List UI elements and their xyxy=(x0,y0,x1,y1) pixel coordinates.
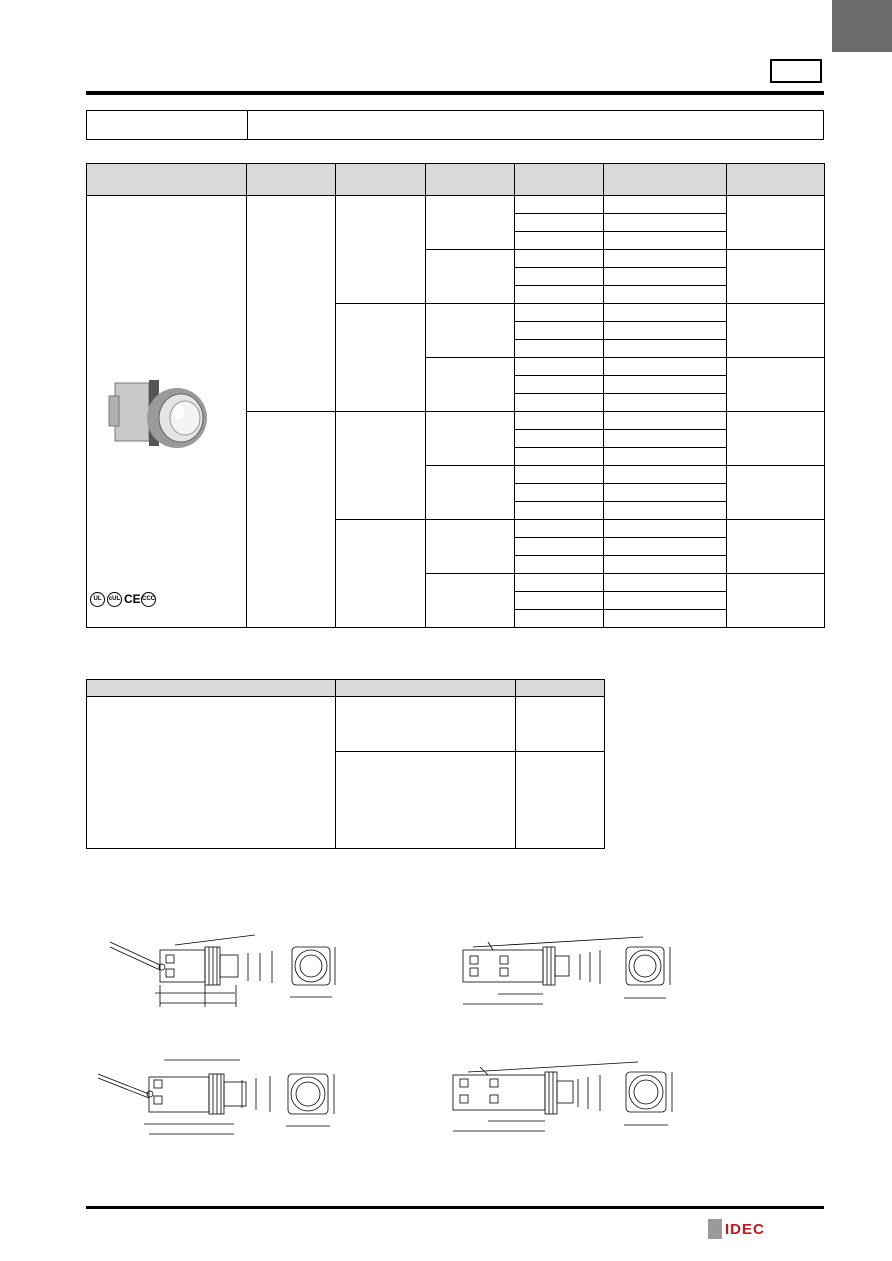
table-cell xyxy=(604,610,727,628)
table-cell xyxy=(515,448,604,466)
table-cell xyxy=(515,394,604,412)
table-row xyxy=(87,196,825,214)
table-cell xyxy=(727,196,825,250)
table-cell xyxy=(426,358,515,412)
table-cell xyxy=(515,214,604,232)
table-cell xyxy=(515,304,604,322)
table-cell xyxy=(515,412,604,430)
section-tab xyxy=(832,0,892,52)
table-cell xyxy=(604,196,727,214)
ccc-icon: CCC xyxy=(141,592,156,607)
table-cell xyxy=(604,358,727,376)
table-cell xyxy=(604,520,727,538)
logo-bar-icon xyxy=(708,1219,722,1239)
table-cell xyxy=(604,304,727,322)
table-cell xyxy=(87,697,336,849)
column-header xyxy=(336,680,516,697)
page-number-box xyxy=(770,59,822,83)
table-cell xyxy=(515,250,604,268)
table-cell xyxy=(515,232,604,250)
table-cell xyxy=(515,268,604,286)
column-header xyxy=(247,164,336,196)
logo-text: IDEC xyxy=(725,1220,765,1238)
table-cell xyxy=(604,232,727,250)
table-cell xyxy=(336,412,426,520)
table-cell xyxy=(515,376,604,394)
brand-logo xyxy=(708,1219,765,1239)
table-cell xyxy=(426,520,515,574)
table-cell xyxy=(515,592,604,610)
table-header-row xyxy=(87,680,605,697)
table-cell xyxy=(426,196,515,250)
table-cell xyxy=(515,358,604,376)
table-cell xyxy=(604,214,727,232)
table-cell xyxy=(336,697,516,752)
column-header xyxy=(426,164,515,196)
table-cell xyxy=(604,250,727,268)
table-cell xyxy=(604,340,727,358)
footer-rule xyxy=(86,1206,824,1209)
table-cell xyxy=(727,520,825,574)
product-photo-cell xyxy=(87,196,247,628)
table-cell xyxy=(515,484,604,502)
table-cell xyxy=(426,304,515,358)
table-cell xyxy=(336,752,516,849)
table-cell xyxy=(336,304,426,412)
table-cell xyxy=(426,412,515,466)
ce-icon: CE xyxy=(124,592,141,606)
table-cell xyxy=(516,697,605,752)
table-cell xyxy=(515,610,604,628)
table-cell xyxy=(604,394,727,412)
series-title-divider xyxy=(247,111,248,139)
column-header xyxy=(516,680,605,697)
drawing-top-left xyxy=(100,925,360,1010)
table-cell xyxy=(727,304,825,358)
table-cell xyxy=(515,538,604,556)
table-cell xyxy=(426,250,515,304)
drawing-top-right xyxy=(458,932,698,1012)
ul-icon: UL xyxy=(90,592,105,607)
table-cell xyxy=(515,556,604,574)
table-cell xyxy=(604,502,727,520)
table-cell xyxy=(727,358,825,412)
c-ul-icon: cUL xyxy=(107,592,122,607)
column-header xyxy=(515,164,604,196)
pushbutton-photo xyxy=(105,368,225,458)
table-row xyxy=(87,697,605,752)
table-cell xyxy=(604,286,727,304)
package-table xyxy=(86,679,605,849)
column-header xyxy=(727,164,825,196)
column-header xyxy=(336,164,426,196)
table-cell xyxy=(515,286,604,304)
table-cell xyxy=(515,340,604,358)
table-cell xyxy=(515,466,604,484)
table-cell xyxy=(515,196,604,214)
table-cell xyxy=(604,268,727,286)
table-cell xyxy=(426,466,515,520)
table-cell xyxy=(426,574,515,628)
column-header xyxy=(87,164,247,196)
table-cell xyxy=(604,412,727,430)
table-cell xyxy=(604,430,727,448)
table-cell xyxy=(247,412,336,628)
table-cell xyxy=(604,538,727,556)
table-cell xyxy=(604,592,727,610)
table-cell xyxy=(336,520,426,628)
table-cell xyxy=(515,520,604,538)
column-header xyxy=(604,164,727,196)
table-cell xyxy=(515,430,604,448)
certification-marks xyxy=(90,592,156,607)
table-cell xyxy=(727,250,825,304)
table-cell xyxy=(604,574,727,592)
drawing-bottom-right xyxy=(448,1057,698,1137)
table-cell xyxy=(515,322,604,340)
table-cell xyxy=(727,574,825,628)
table-cell xyxy=(515,574,604,592)
table-cell xyxy=(604,322,727,340)
table-cell xyxy=(727,412,825,466)
series-title-box xyxy=(86,110,824,140)
table-header-row xyxy=(87,164,825,196)
table-cell xyxy=(604,448,727,466)
table-cell xyxy=(515,502,604,520)
column-header xyxy=(87,680,336,697)
drawing-bottom-left xyxy=(94,1052,364,1137)
table-cell xyxy=(247,196,336,412)
table-cell xyxy=(516,752,605,849)
table-cell xyxy=(604,484,727,502)
header-rule xyxy=(86,91,824,95)
table-cell xyxy=(727,466,825,520)
table-cell xyxy=(336,196,426,304)
table-cell xyxy=(604,376,727,394)
specification-table xyxy=(86,163,825,628)
table-cell xyxy=(604,556,727,574)
table-cell xyxy=(604,466,727,484)
